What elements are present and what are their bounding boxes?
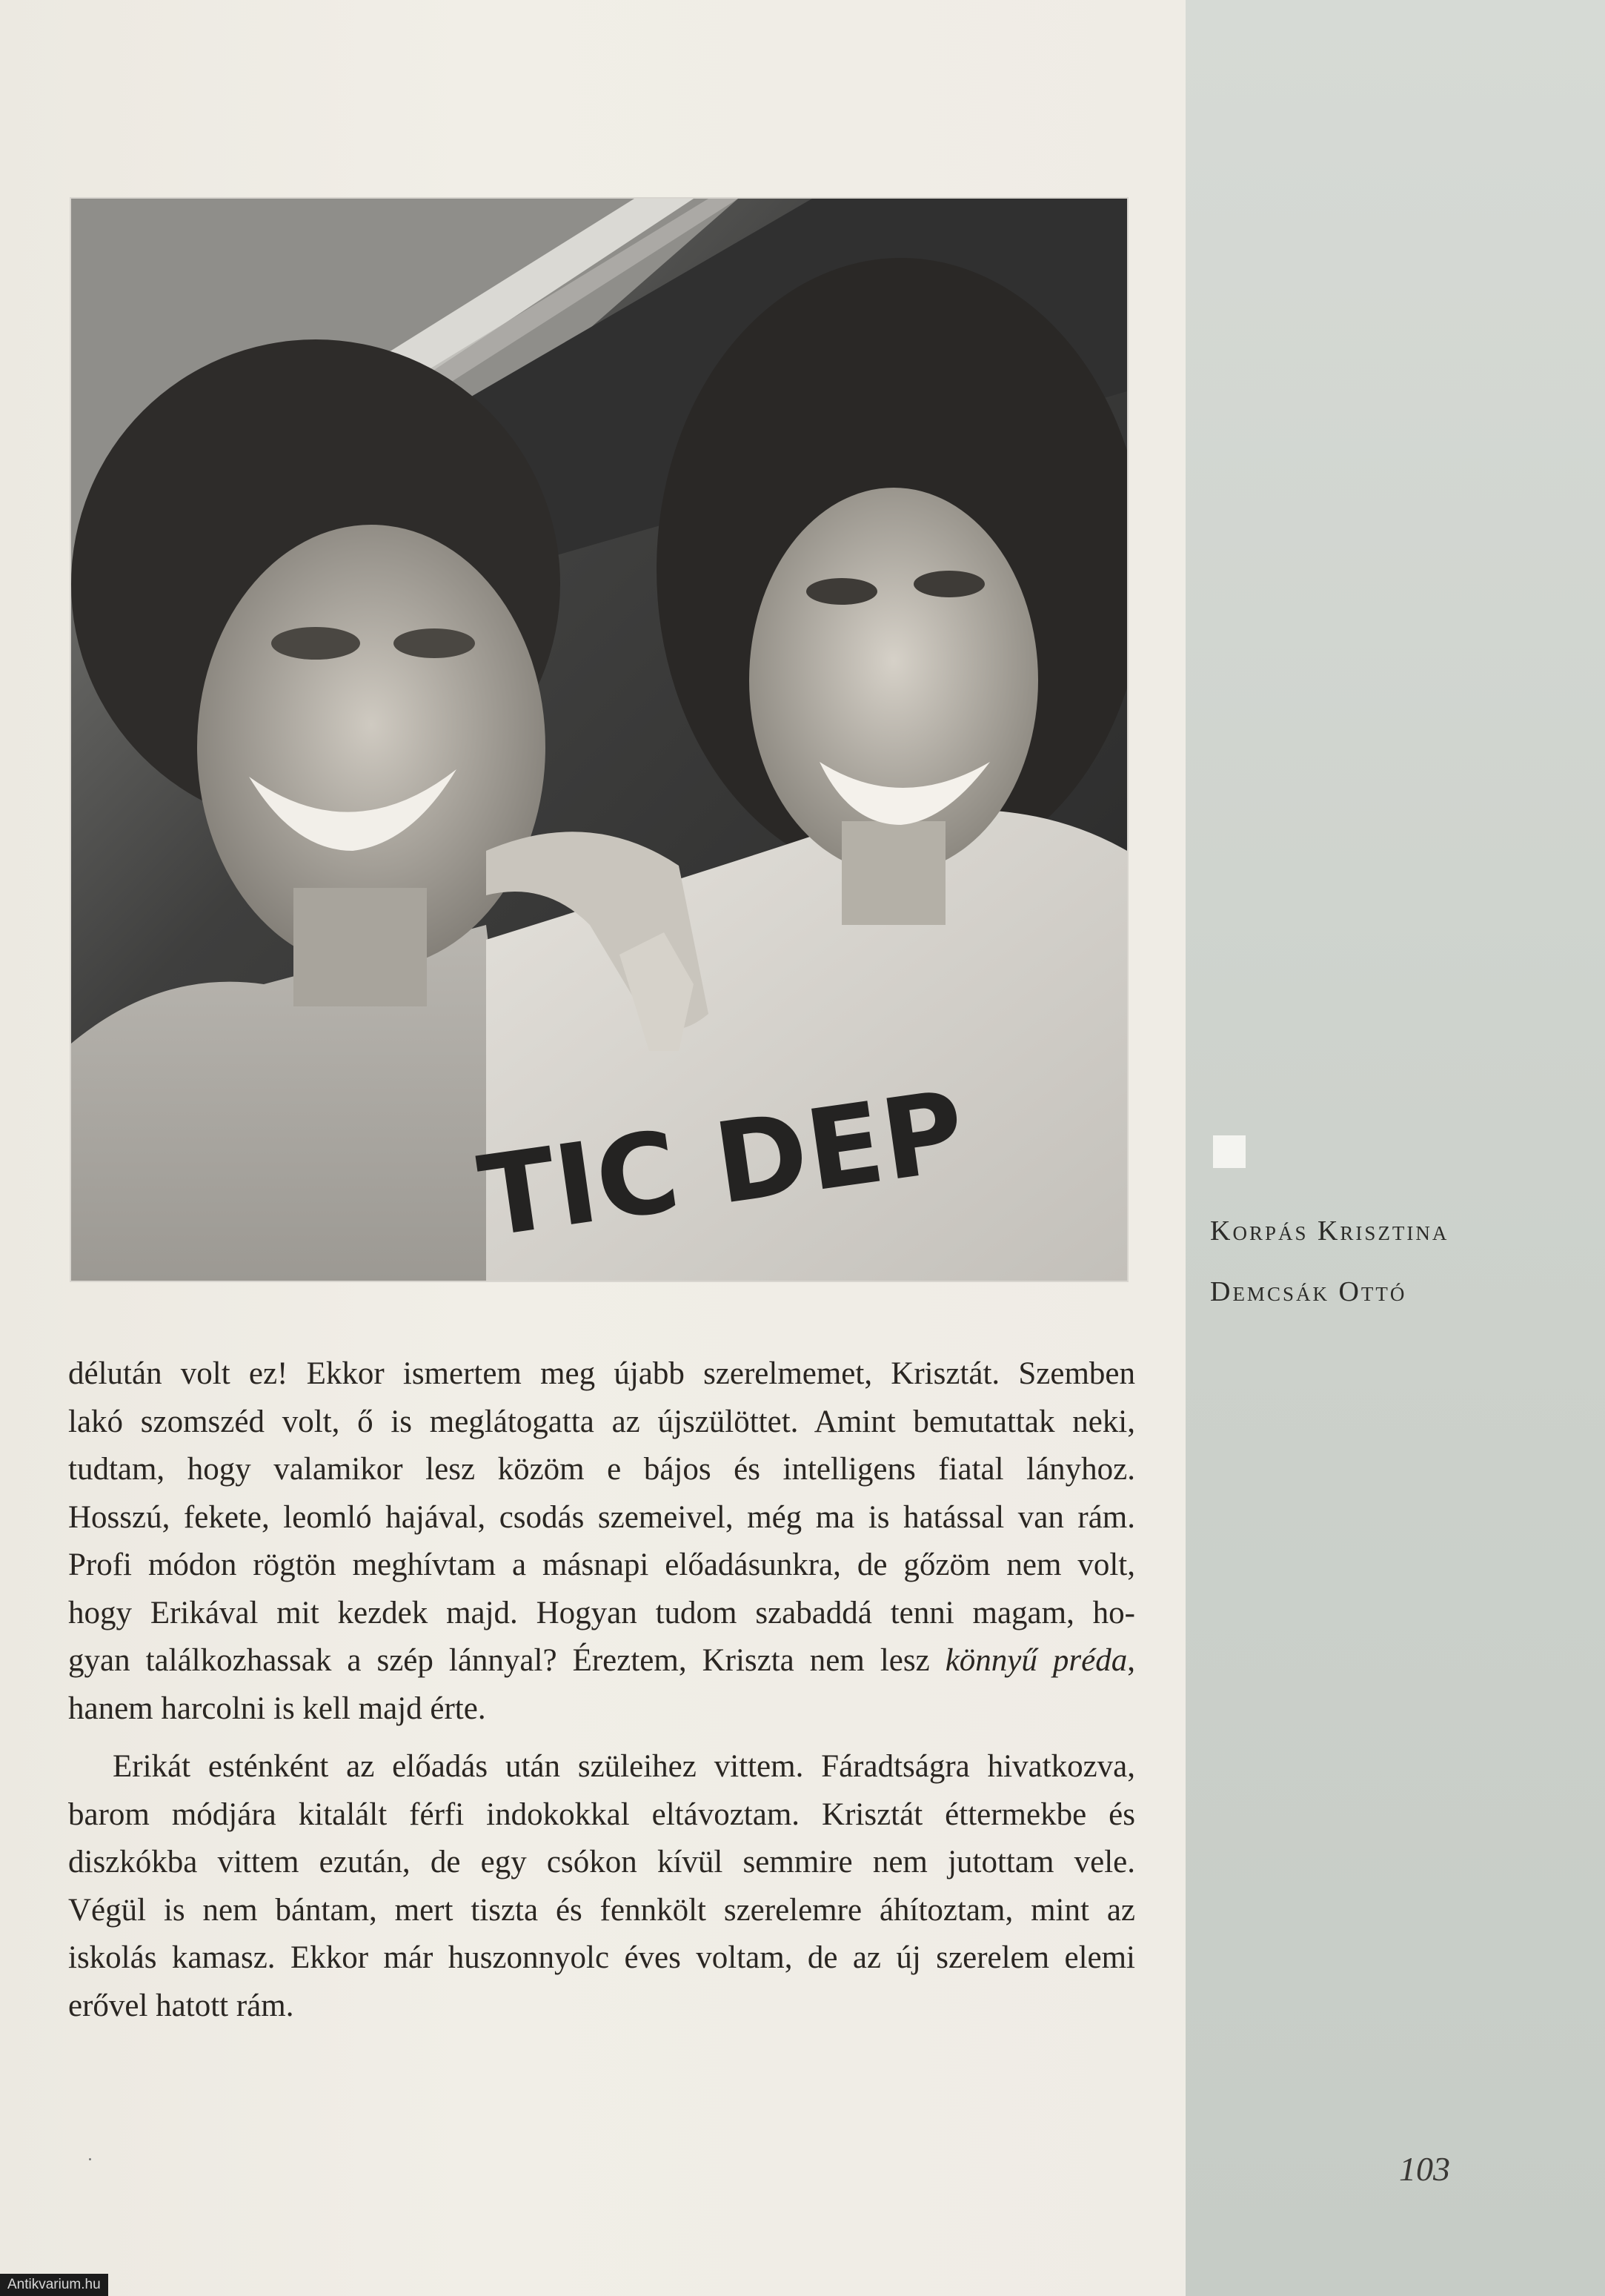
caption-name-2: Demcsák Ottó <box>1210 1276 1407 1307</box>
text-line <box>68 1637 1135 1685</box>
caption-marker <box>1213 1135 1246 1168</box>
text-line: barom módjára kitalált férfi indokokkal eltávoztam. Krisztát éttermekbe és <box>68 1796 1135 1832</box>
paragraph-2 <box>68 1743 1135 2030</box>
text-line: Profi módon rögtön meghívtam a másnapi előadásunkra, de gőzöm nem volt, <box>68 1547 1135 1582</box>
emphasis-text: könnyű préda <box>945 1643 1128 1678</box>
text-line: hogy Erikával mit kezdek majd. Hogyan tudom szabaddá tenni magam, ho- <box>68 1595 1135 1630</box>
print-speck <box>89 2158 91 2160</box>
paragraph-1 <box>68 1350 1135 1733</box>
photograph <box>71 199 1127 1281</box>
text-line: lakó szomszéd volt, ő is meglátogatta az újszülöttet. Amint bemutattak neki, <box>68 1404 1135 1439</box>
text-line: tudtam, hogy valamikor lesz közöm e bájos és intelligens fiatal lányhoz. <box>68 1452 1135 1487</box>
text-line: délután volt ez! Ekkor ismertem meg újabb szerelmemet, Krisztát. Szemben <box>68 1356 1135 1391</box>
shirt-print: TIC DEP <box>471 1066 972 1263</box>
text-line: Erikát esténként az előadás után szüleihez vittem. Fáradtságra hivatkozva, <box>113 1749 1135 1784</box>
photo-couple <box>71 199 1127 1281</box>
side-margin-band <box>1186 0 1605 2296</box>
text-segment: , <box>1127 1643 1135 1678</box>
text-line: Hosszú, fekete, leomló hajával, csodás szemeivel, még ma is hatással van rám. <box>68 1499 1135 1535</box>
text-line: erővel hatott rám. <box>68 1988 294 2023</box>
text-line: Végül is nem bántam, mert tiszta és fennkölt szerelemre áhítoztam, mint az <box>68 1892 1135 1928</box>
page-number: 103 <box>1399 2150 1450 2188</box>
watermark: Antikvarium.hu <box>0 2274 108 2296</box>
text-line: hanem harcolni is kell majd érte. <box>68 1691 486 1726</box>
text-segment: gyan találkozhassak a szép lánnyal? Éreztem, Kriszta nem lesz <box>68 1643 946 1678</box>
caption-name-1: Korpás Krisztina <box>1210 1215 1449 1247</box>
text-line: iskolás kamasz. Ekkor már huszonnyolc éves voltam, de az új szerelem elemi <box>68 1940 1135 1975</box>
body-text <box>68 1350 1135 2030</box>
photo-caption <box>1210 1201 1581 1322</box>
text-line: diszkókba vittem ezután, de egy csókon kívül semmire nem jutottam vele. <box>68 1845 1135 1879</box>
